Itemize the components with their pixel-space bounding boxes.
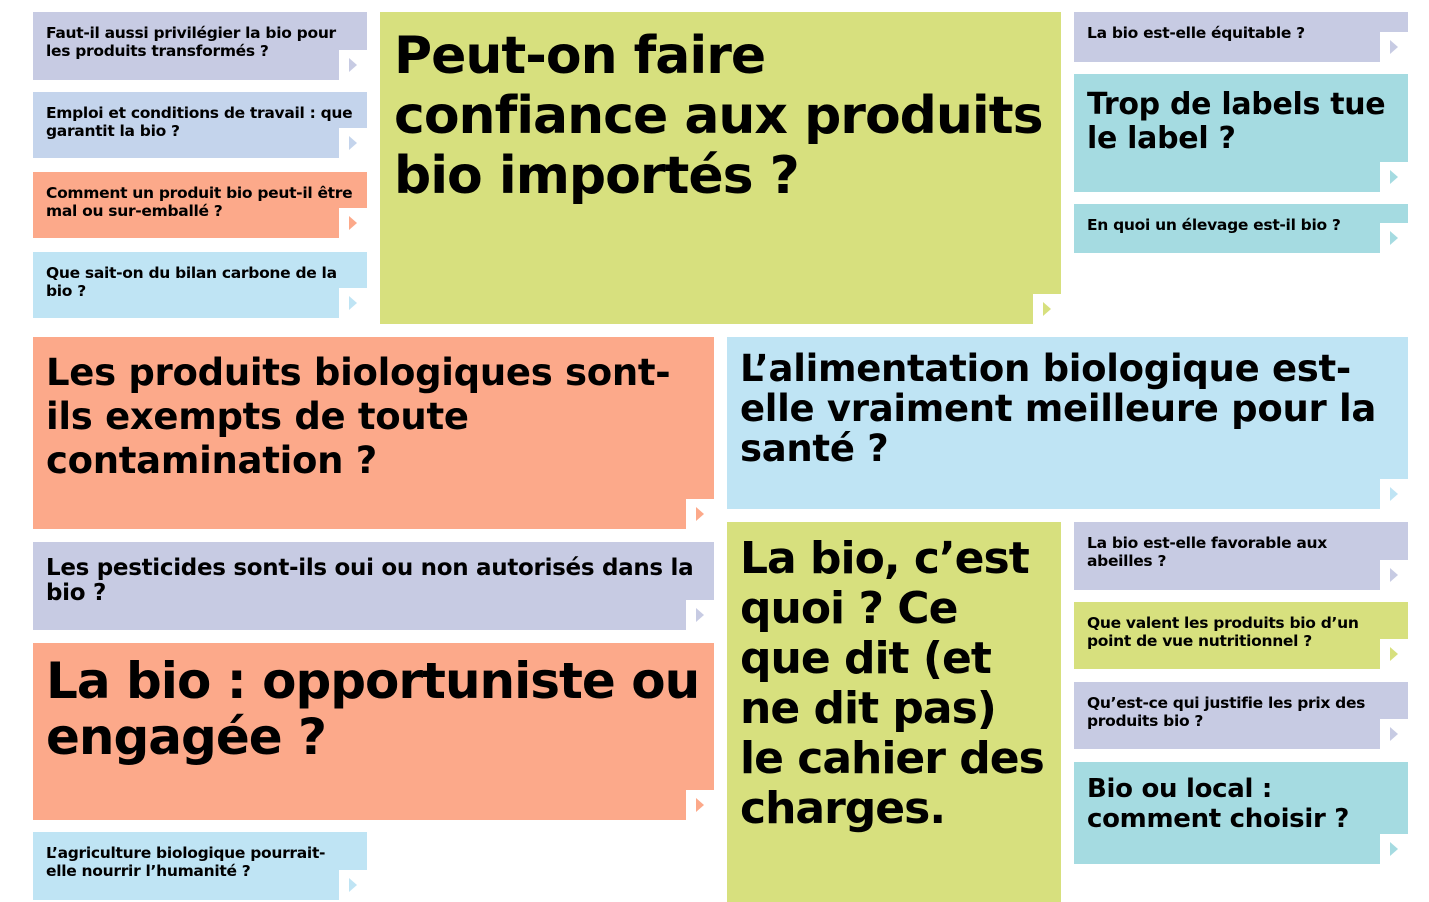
article-tile-produits-importes[interactable] (380, 12, 1061, 324)
article-tile-title: La bio est-elle équitable ? (1087, 24, 1305, 42)
article-tile-title: La bio, c’est quoi ? Ce que dit (et ne dit pas) le cahier des charges. (740, 533, 1044, 834)
article-tile-title: Que sait-on du bilan carbone de la bio ? (46, 264, 337, 300)
article-tile-title: En quoi un élevage est-il bio ? (1087, 216, 1341, 234)
triangle-right-icon (1380, 719, 1408, 749)
article-tile-bio-ou-local[interactable] (1074, 762, 1408, 864)
article-tile-emploi-conditions[interactable] (33, 92, 367, 158)
triangle-right-icon (339, 870, 367, 900)
article-tile-pesticides[interactable] (33, 542, 714, 630)
triangle-right-icon (339, 208, 367, 238)
article-tile-trop-de-labels[interactable] (1074, 74, 1408, 192)
article-tile-title: Que valent les produits bio d’un point de vue nutritionnel ? (1087, 614, 1359, 650)
triangle-right-icon (686, 790, 714, 820)
article-tile-prix[interactable] (1074, 682, 1408, 749)
triangle-right-icon (1380, 560, 1408, 590)
article-tile-title: Trop de labels tue le label ? (1087, 87, 1386, 156)
triangle-right-icon (1380, 639, 1408, 669)
triangle-right-icon (1380, 834, 1408, 864)
triangle-right-icon (1380, 162, 1408, 192)
triangle-right-icon (686, 600, 714, 630)
article-tile-emballage[interactable] (33, 172, 367, 238)
article-tile-title: La bio : opportuniste ou engagée ? (46, 652, 700, 766)
triangle-right-icon (1380, 479, 1408, 509)
article-tile-nutritionnel[interactable] (1074, 602, 1408, 669)
article-tile-title: Les pesticides sont-ils oui ou non autorisés dans la bio ? (46, 555, 694, 606)
article-tile-cahier-des-charges[interactable] (727, 522, 1061, 902)
triangle-right-icon (1033, 294, 1061, 324)
triangle-right-icon (1380, 32, 1408, 62)
article-tile-title: L’alimentation biologique est-elle vraiment meilleure pour la santé ? (740, 347, 1377, 470)
article-tile-sante[interactable] (727, 337, 1408, 509)
article-tile-title: Peut-on faire confiance aux produits bio importés ? (394, 26, 1043, 206)
article-tile-opportuniste[interactable] (33, 643, 714, 820)
article-tile-nourrir-humanite[interactable] (33, 832, 367, 900)
article-tile-bilan-carbone[interactable] (33, 252, 367, 318)
article-tile-elevage[interactable] (1074, 204, 1408, 253)
triangle-right-icon (1380, 223, 1408, 253)
article-tile-title: L’agriculture biologique pourrait-elle nourrir l’humanité ? (46, 844, 326, 880)
article-tile-title: Bio ou local : comment choisir ? (1087, 774, 1350, 834)
article-tile-title: Faut-il aussi privilégier la bio pour les produits transformés ? (46, 24, 336, 60)
triangle-right-icon (686, 499, 714, 529)
article-tile-abeilles[interactable] (1074, 522, 1408, 590)
article-tile-title: La bio est-elle favorable aux abeilles ? (1087, 534, 1327, 570)
article-tile-equitable[interactable] (1074, 12, 1408, 62)
article-tile-contamination[interactable] (33, 337, 714, 529)
triangle-right-icon (339, 288, 367, 318)
article-tile-title: Qu’est-ce qui justifie les prix des produits bio ? (1087, 694, 1366, 730)
article-tile-title: Les produits biologiques sont-ils exempts de toute contamination ? (46, 351, 671, 482)
article-tile-title: Comment un produit bio peut-il être mal ou sur-emballé ? (46, 184, 353, 220)
triangle-right-icon (339, 50, 367, 80)
article-tile-title: Emploi et conditions de travail : que garantit la bio ? (46, 104, 353, 140)
article-tile-produits-transformes[interactable] (33, 12, 367, 80)
triangle-right-icon (339, 128, 367, 158)
